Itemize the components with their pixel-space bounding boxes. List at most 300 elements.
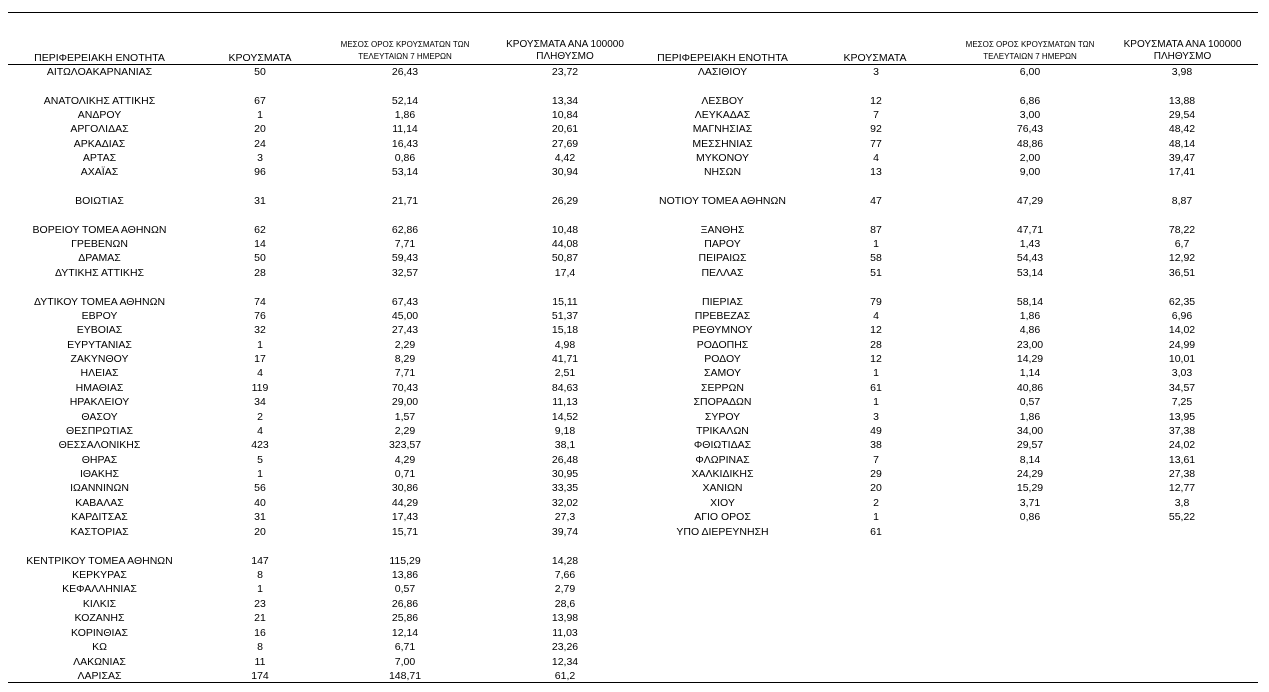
cell-avg: 11,14 <box>392 123 418 135</box>
cell-region: ΝΗΣΩΝ <box>703 166 742 178</box>
cell-cases: 87 <box>870 224 882 236</box>
table-row <box>0 194 1269 208</box>
table-row <box>0 669 1269 683</box>
cell-cases: 1 <box>873 396 879 408</box>
cell-cases: 3 <box>873 411 879 423</box>
cell-per: 28,6 <box>554 598 576 610</box>
cell-cases: 2 <box>873 497 879 509</box>
cell-region: ΔΥΤΙΚΗΣ ΑΤΤΙΚΗΣ <box>54 267 145 279</box>
cell-cases: 62 <box>254 224 266 236</box>
cell-avg: 6,00 <box>1019 66 1041 78</box>
cell-cases: 1 <box>873 367 879 379</box>
cell-cases: 40 <box>254 497 266 509</box>
cell-cases: 1 <box>873 511 879 523</box>
left-header-cases: ΚΡΟΥΣΜΑΤΑ <box>228 52 292 64</box>
cell-cases: 49 <box>870 425 882 437</box>
cell-per: 14,28 <box>551 555 579 567</box>
table-row <box>0 237 1269 251</box>
cell-region: ΣΑΜΟΥ <box>703 367 742 379</box>
cell-avg: 29,00 <box>391 396 419 408</box>
left-header-per-line2: ΠΛΗΘΥΣΜΟ <box>536 51 594 62</box>
cell-per: 6,7 <box>1174 238 1190 250</box>
cell-region: ΖΑΚΥΝΘΟΥ <box>70 353 129 365</box>
cell-cases: 12 <box>870 95 882 107</box>
table-row <box>0 323 1269 337</box>
cell-cases: 7 <box>873 109 879 121</box>
table-row <box>0 611 1269 625</box>
left-header-avg <box>330 39 480 63</box>
cell-per: 27,3 <box>554 511 576 523</box>
right-header-per <box>1110 39 1255 63</box>
cell-per: 13,61 <box>1168 454 1196 466</box>
table-row <box>0 295 1269 309</box>
cell-cases: 1 <box>873 238 879 250</box>
cell-cases: 56 <box>254 482 266 494</box>
cell-cases: 8 <box>257 569 263 581</box>
cell-avg: 0,57 <box>394 583 416 595</box>
cell-per: 9,18 <box>554 425 576 437</box>
cell-region: ΠΑΡΟΥ <box>704 238 741 250</box>
table-row <box>0 266 1269 280</box>
cell-per: 11,13 <box>552 396 578 408</box>
cell-per: 10,01 <box>1168 353 1196 365</box>
cell-cases: 2 <box>257 411 263 423</box>
cell-cases: 92 <box>870 123 882 135</box>
cell-region: ΧΑΛΚΙΔΙΚΗΣ <box>691 468 754 480</box>
cell-per: 10,48 <box>551 224 579 236</box>
table-row <box>0 338 1269 352</box>
cell-region: ΑΡΚΑΔΙΑΣ <box>73 138 126 150</box>
cell-cases: 4 <box>257 425 263 437</box>
cell-per: 12,92 <box>1168 252 1196 264</box>
cell-per: 84,63 <box>551 382 579 394</box>
right-header-region: ΠΕΡΙΦΕΡΕΙΑΚΗ ΕΝΟΤΗΤΑ <box>657 52 788 64</box>
cell-avg: 58,14 <box>1016 296 1044 308</box>
cell-region: ΞΑΝΘΗΣ <box>700 224 745 236</box>
cell-avg: 67,43 <box>391 296 419 308</box>
cell-region: ΒΟΙΩΤΙΑΣ <box>75 195 124 207</box>
cell-cases: 4 <box>873 152 879 164</box>
cell-per: 6,96 <box>1171 310 1193 322</box>
cell-cases: 1 <box>257 468 263 480</box>
cell-cases: 38 <box>870 439 882 451</box>
cell-region: ΗΜΑΘΙΑΣ <box>75 382 124 394</box>
cell-avg: 148,71 <box>388 670 422 682</box>
cell-cases: 5 <box>257 454 263 466</box>
cell-avg: 54,43 <box>1016 252 1044 264</box>
cell-cases: 11 <box>254 656 266 668</box>
cell-region: ΛΕΣΒΟΥ <box>701 95 744 107</box>
table-row <box>0 94 1269 108</box>
cell-region: ΚΩ <box>92 641 107 653</box>
cell-region: ΒΟΡΕΙΟΥ ΤΟΜΕΑ ΑΘΗΝΩΝ <box>32 224 167 236</box>
right-header-per-line1: ΚΡΟΥΣΜΑΤΑ ΑΝΑ 100000 <box>1123 39 1242 50</box>
cell-cases: 28 <box>870 339 882 351</box>
cell-region: ΡΕΘΥΜΝΟΥ <box>692 324 753 336</box>
cell-per: 17,4 <box>554 267 576 279</box>
cell-avg: 1,43 <box>1019 238 1041 250</box>
table-row <box>0 582 1269 596</box>
cell-avg: 34,00 <box>1016 425 1044 437</box>
table-row <box>0 424 1269 438</box>
cell-region: ΤΡΙΚΑΛΩΝ <box>696 425 749 437</box>
cell-cases: 47 <box>870 195 882 207</box>
cell-avg: 1,86 <box>1019 310 1041 322</box>
cell-avg: 13,86 <box>391 569 419 581</box>
cell-per: 4,42 <box>554 152 576 164</box>
cell-per: 30,94 <box>551 166 579 178</box>
cell-per: 20,61 <box>551 123 579 135</box>
cell-avg: 40,86 <box>1016 382 1044 394</box>
cell-per: 24,02 <box>1168 439 1196 451</box>
cell-per: 78,22 <box>1168 224 1196 236</box>
table-row <box>0 481 1269 495</box>
cell-avg: 0,86 <box>1019 511 1041 523</box>
cell-per: 26,29 <box>551 195 579 207</box>
cell-region: ΦΘΙΩΤΙΔΑΣ <box>693 439 752 451</box>
cell-cases: 34 <box>254 396 266 408</box>
cell-region: ΜΑΓΝΗΣΙΑΣ <box>692 123 753 135</box>
cell-per: 3,8 <box>1174 497 1190 509</box>
cell-cases: 29 <box>870 468 882 480</box>
cell-cases: 4 <box>257 367 263 379</box>
cell-avg: 45,00 <box>391 310 419 322</box>
cell-per: 36,51 <box>1168 267 1196 279</box>
cell-per: 26,48 <box>551 454 579 466</box>
cell-cases: 23 <box>254 598 266 610</box>
cell-per: 2,79 <box>554 583 576 595</box>
cell-per: 15,18 <box>551 324 579 336</box>
table-row <box>0 626 1269 640</box>
cell-cases: 16 <box>254 627 266 639</box>
cell-avg: 76,43 <box>1016 123 1044 135</box>
cell-region: ΠΙΕΡΙΑΣ <box>702 296 743 308</box>
cell-per: 12,34 <box>551 656 579 668</box>
cell-region: ΚΑΣΤΟΡΙΑΣ <box>70 526 129 538</box>
table-row <box>0 122 1269 136</box>
cell-per: 39,74 <box>551 526 579 538</box>
cell-avg: 23,00 <box>1016 339 1044 351</box>
cell-avg: 0,86 <box>394 152 416 164</box>
cell-per: 24,99 <box>1168 339 1196 351</box>
cell-per: 4,98 <box>554 339 576 351</box>
cell-avg: 32,57 <box>391 267 419 279</box>
table-row <box>0 309 1269 323</box>
cell-cases: 174 <box>251 670 269 682</box>
cell-region: ΗΡΑΚΛΕΙΟΥ <box>69 396 130 408</box>
cell-region: ΣΠΟΡΑΔΩΝ <box>693 396 752 408</box>
table-row <box>0 438 1269 452</box>
cell-cases: 20 <box>254 123 266 135</box>
cell-region: ΜΕΣΣΗΝΙΑΣ <box>692 138 753 150</box>
cell-region: ΚΙΛΚΙΣ <box>82 598 117 610</box>
cell-avg: 25,86 <box>391 612 419 624</box>
cell-cases: 1 <box>257 339 263 351</box>
cell-cases: 13 <box>870 166 882 178</box>
cell-cases: 119 <box>251 382 269 394</box>
cell-avg: 1,14 <box>1019 367 1041 379</box>
cell-region: ΚΟΖΑΝΗΣ <box>74 612 125 624</box>
left-header-per <box>490 39 640 63</box>
cell-cases: 4 <box>873 310 879 322</box>
cell-per: 3,98 <box>1171 66 1193 78</box>
cell-region: ΚΕΡΚΥΡΑΣ <box>72 569 127 581</box>
cell-avg: 7,00 <box>394 656 416 668</box>
cell-region: ΠΡΕΒΕΖΑΣ <box>694 310 751 322</box>
cell-cases: 8 <box>257 641 263 653</box>
cell-avg: 1,86 <box>394 109 416 121</box>
cell-avg: 24,29 <box>1016 468 1044 480</box>
cell-region: ΧΙΟΥ <box>710 497 735 509</box>
cell-avg: 6,86 <box>1019 95 1041 107</box>
cell-avg: 0,71 <box>394 468 416 480</box>
cell-region: ΙΘΑΚΗΣ <box>80 468 119 480</box>
table-row <box>0 554 1269 568</box>
cell-region: ΡΟΔΟΥ <box>704 353 741 365</box>
cell-region: ΚΕΦΑΛΛΗΝΙΑΣ <box>62 583 137 595</box>
table-row <box>0 510 1269 524</box>
cell-per: 10,84 <box>551 109 579 121</box>
right-header-avg-line2: ΤΕΛΕΥΤΑΙΩΝ 7 ΗΜΕΡΩΝ <box>983 52 1077 61</box>
cell-avg: 27,43 <box>391 324 419 336</box>
cell-per: 12,77 <box>1168 482 1196 494</box>
cell-cases: 61 <box>870 526 882 538</box>
cell-avg: 26,43 <box>391 66 419 78</box>
cell-cases: 17 <box>254 353 266 365</box>
cell-avg: 2,29 <box>394 339 416 351</box>
cell-cases: 31 <box>254 195 266 207</box>
table-row <box>0 525 1269 539</box>
cell-region: ΣΕΡΡΩΝ <box>701 382 744 394</box>
cell-cases: 76 <box>254 310 266 322</box>
table-row <box>0 568 1269 582</box>
cell-per: 39,47 <box>1168 152 1196 164</box>
cell-cases: 12 <box>870 353 882 365</box>
right-header-avg <box>945 39 1115 63</box>
left-header-avg-line1: ΜΕΣΟΣ ΟΡΟΣ ΚΡΟΥΣΜΑΤΩΝ ΤΩΝ <box>340 40 470 49</box>
cell-avg: 26,86 <box>391 598 419 610</box>
table-row <box>0 453 1269 467</box>
cell-per: 44,08 <box>551 238 579 250</box>
cell-region: ΑΝΔΡΟΥ <box>77 109 122 121</box>
cell-cases: 12 <box>870 324 882 336</box>
cell-avg: 70,43 <box>391 382 419 394</box>
table-row <box>0 597 1269 611</box>
cell-cases: 1 <box>257 583 263 595</box>
cell-cases: 24 <box>254 138 266 150</box>
cell-avg: 8,29 <box>394 353 416 365</box>
cell-avg: 29,57 <box>1016 439 1044 451</box>
cell-region: ΛΑΣΙΘΙΟΥ <box>697 66 748 78</box>
table-row <box>0 467 1269 481</box>
cell-region: ΚΕΝΤΡΙΚΟΥ ΤΟΜΕΑ ΑΘΗΝΩΝ <box>26 555 173 567</box>
cell-per: 48,42 <box>1168 123 1196 135</box>
right-header-per-line2: ΠΛΗΘΥΣΜΟ <box>1153 51 1212 62</box>
cell-per: 61,2 <box>554 670 576 682</box>
cell-avg: 4,86 <box>1019 324 1041 336</box>
cell-region: ΛΑΡΙΣΑΣ <box>77 670 122 682</box>
cell-avg: 2,29 <box>394 425 416 437</box>
cell-cases: 67 <box>254 95 266 107</box>
cell-avg: 17,43 <box>391 511 419 523</box>
left-header-region: ΠΕΡΙΦΕΡΕΙΑΚΗ ΕΝΟΤΗΤΑ <box>34 52 165 64</box>
cell-per: 14,52 <box>551 411 579 423</box>
cell-region: ΣΥΡΟΥ <box>704 411 741 423</box>
cell-avg: 4,29 <box>394 454 416 466</box>
cell-per: 48,14 <box>1168 138 1196 150</box>
cell-per: 23,72 <box>551 66 579 78</box>
cell-cases: 147 <box>251 555 269 567</box>
cell-per: 38,1 <box>554 439 576 451</box>
cell-region: ΝΟΤΙΟΥ ΤΟΜΕΑ ΑΘΗΝΩΝ <box>659 195 786 207</box>
cell-per: 13,98 <box>551 612 579 624</box>
cell-avg: 59,43 <box>391 252 419 264</box>
cell-region: ΘΕΣΣΑΛΟΝΙΚΗΣ <box>58 439 141 451</box>
cell-region: ΛΕΥΚΑΔΑΣ <box>694 109 751 121</box>
table-row <box>0 496 1269 510</box>
cell-avg: 12,14 <box>391 627 419 639</box>
cell-avg: 21,71 <box>391 195 419 207</box>
table-row <box>0 395 1269 409</box>
cell-per: 62,35 <box>1168 296 1196 308</box>
cell-per: 23,26 <box>551 641 579 653</box>
cell-cases: 96 <box>254 166 266 178</box>
cell-cases: 3 <box>257 152 263 164</box>
cell-region: ΓΡΕΒΕΝΩΝ <box>71 238 128 250</box>
cell-avg: 7,71 <box>394 367 416 379</box>
cell-cases: 1 <box>257 109 263 121</box>
cell-cases: 61 <box>870 382 882 394</box>
cell-per: 7,66 <box>554 569 576 581</box>
cell-avg: 48,86 <box>1016 138 1044 150</box>
cell-cases: 14 <box>254 238 266 250</box>
cell-per: 7,25 <box>1171 396 1193 408</box>
cell-region: ΕΒΡΟΥ <box>81 310 118 322</box>
cell-region: ΑΧΑΪΑΣ <box>80 166 119 178</box>
cell-cases: 28 <box>254 267 266 279</box>
cell-per: 13,88 <box>1168 95 1196 107</box>
cell-avg: 16,43 <box>391 138 419 150</box>
cell-avg: 0,57 <box>1019 396 1041 408</box>
cell-region: ΑΙΤΩΛΟΑΚΑΡΝΑΝΙΑΣ <box>46 66 153 78</box>
cell-avg: 52,14 <box>391 95 419 107</box>
table-row <box>0 381 1269 395</box>
cell-per: 3,03 <box>1171 367 1193 379</box>
cell-avg: 115,29 <box>389 555 421 567</box>
cell-avg: 2,00 <box>1019 152 1041 164</box>
right-header-avg-line1: ΜΕΣΟΣ ΟΡΟΣ ΚΡΟΥΣΜΑΤΩΝ ΤΩΝ <box>965 40 1095 49</box>
cell-region: ΛΑΚΩΝΙΑΣ <box>73 656 126 668</box>
table-row <box>0 165 1269 179</box>
cell-avg: 62,86 <box>391 224 419 236</box>
cell-per: 27,69 <box>551 138 579 150</box>
left-header-per-line1: ΚΡΟΥΣΜΑΤΑ ΑΝΑ 100000 <box>506 39 624 50</box>
cell-cases: 32 <box>254 324 266 336</box>
cell-avg: 1,86 <box>1019 411 1041 423</box>
cell-region: ΚΑΡΔΙΤΣΑΣ <box>71 511 128 523</box>
cell-cases: 20 <box>870 482 882 494</box>
cell-cases: 7 <box>873 454 879 466</box>
cell-per: 37,38 <box>1168 425 1196 437</box>
cell-per: 13,34 <box>551 95 579 107</box>
cell-cases: 50 <box>254 252 266 264</box>
cell-region: ΑΓΙΟ ΟΡΟΣ <box>694 511 751 523</box>
cell-region: ΦΛΩΡΙΝΑΣ <box>695 454 750 466</box>
table-row <box>0 151 1269 165</box>
cell-avg: 15,71 <box>391 526 419 538</box>
cell-region: ΥΠΟ ΔΙΕΡΕΥΝΗΣΗ <box>676 526 769 538</box>
cell-region: ΕΥΒΟΙΑΣ <box>76 324 123 336</box>
table-row <box>0 137 1269 151</box>
cell-region: ΧΑΝΙΩΝ <box>702 482 743 494</box>
cell-per: 50,87 <box>551 252 579 264</box>
cell-cases: 77 <box>870 138 882 150</box>
cell-cases: 51 <box>870 267 882 279</box>
cell-region: ΑΡΤΑΣ <box>82 152 117 164</box>
table-row <box>0 223 1269 237</box>
cell-per: 14,02 <box>1168 324 1196 336</box>
cell-region: ΕΥΡΥΤΑΝΙΑΣ <box>67 339 132 351</box>
cell-avg: 3,71 <box>1019 497 1041 509</box>
table-row <box>0 108 1269 122</box>
cell-per: 8,87 <box>1171 195 1193 207</box>
left-header-avg-line2: ΤΕΛΕΥΤΑΙΩΝ 7 ΗΜΕΡΩΝ <box>358 52 452 61</box>
table-row <box>0 655 1269 669</box>
cell-per: 27,38 <box>1168 468 1196 480</box>
cell-cases: 423 <box>251 439 269 451</box>
cell-avg: 3,00 <box>1019 109 1041 121</box>
cell-region: ΔΥΤΙΚΟΥ ΤΟΜΕΑ ΑΘΗΝΩΝ <box>33 296 166 308</box>
table-row <box>0 251 1269 265</box>
cell-per: 41,71 <box>551 353 579 365</box>
cell-avg: 44,29 <box>391 497 419 509</box>
cell-region: ΠΕΛΛΑΣ <box>701 267 744 279</box>
cell-avg: 323,57 <box>388 439 422 451</box>
table-row <box>0 65 1269 79</box>
cell-avg: 30,86 <box>391 482 419 494</box>
cell-avg: 9,00 <box>1019 166 1041 178</box>
table-row <box>0 352 1269 366</box>
cell-per: 33,35 <box>551 482 579 494</box>
cell-cases: 79 <box>870 296 882 308</box>
cell-cases: 74 <box>254 296 266 308</box>
table-row <box>0 366 1269 380</box>
cell-cases: 20 <box>254 526 266 538</box>
cell-avg: 6,71 <box>394 641 416 653</box>
cell-per: 15,11 <box>552 296 578 308</box>
cell-per: 32,02 <box>551 497 579 509</box>
cell-cases: 31 <box>254 511 266 523</box>
cell-cases: 50 <box>254 66 266 78</box>
cell-avg: 47,71 <box>1016 224 1044 236</box>
cell-per: 11,03 <box>552 627 578 639</box>
table-row <box>0 640 1269 654</box>
table-row <box>0 410 1269 424</box>
cell-region: ΔΡΑΜΑΣ <box>78 252 121 264</box>
cell-region: ΑΡΓΟΛΙΔΑΣ <box>70 123 129 135</box>
cell-per: 55,22 <box>1168 511 1196 523</box>
cell-region: ΘΑΣΟΥ <box>81 411 118 423</box>
cell-region: ΜΥΚΟΝΟΥ <box>695 152 749 164</box>
cell-region: ΑΝΑΤΟΛΙΚΗΣ ΑΤΤΙΚΗΣ <box>43 95 156 107</box>
top-rule <box>8 12 1258 13</box>
right-header-cases: ΚΡΟΥΣΜΑΤΑ <box>843 52 907 64</box>
cell-region: ΚΟΡΙΝΘΙΑΣ <box>71 627 128 639</box>
cell-cases: 21 <box>254 612 266 624</box>
cell-avg: 8,14 <box>1019 454 1041 466</box>
cell-cases: 58 <box>870 252 882 264</box>
cell-avg: 1,57 <box>394 411 416 423</box>
